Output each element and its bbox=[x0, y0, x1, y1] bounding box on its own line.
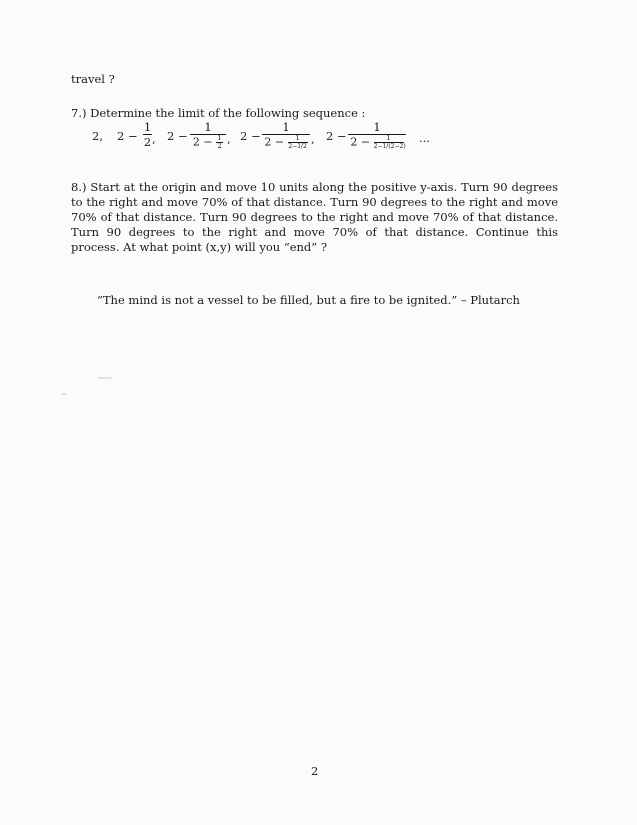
term-5-base: 2 − bbox=[326, 129, 347, 143]
fraction-numerator: 1 bbox=[282, 120, 290, 134]
nested-numerator: 1 bbox=[217, 134, 222, 142]
nested-denominator: 2−1/2 bbox=[288, 143, 307, 150]
nested-numerator: 1 bbox=[297, 143, 302, 150]
term-2-fraction bbox=[143, 120, 152, 149]
fraction-numerator: 1 bbox=[373, 120, 381, 134]
nested-base: 2− bbox=[390, 143, 400, 150]
term-3-fraction bbox=[190, 120, 226, 150]
separator: , bbox=[227, 132, 231, 146]
fraction-denominator: 2 bbox=[143, 135, 152, 149]
scan-artifact bbox=[61, 393, 67, 395]
separator: , bbox=[311, 132, 315, 146]
question-7-prompt: 7.) Determine the limit of the following sequence : bbox=[71, 106, 366, 120]
fraction-denominator bbox=[348, 135, 406, 150]
ellipsis: ... bbox=[419, 131, 430, 145]
nested-numerator: 1 bbox=[382, 143, 387, 150]
nested-base: 2− bbox=[373, 143, 383, 150]
nested-denominator: 2 bbox=[217, 142, 222, 150]
nested-fraction bbox=[374, 135, 404, 150]
nested-denominator: 2 bbox=[399, 143, 404, 150]
nested-base: 2 − bbox=[264, 135, 285, 149]
term-3-base: 2 − bbox=[167, 129, 188, 143]
term-1: 2, bbox=[92, 129, 103, 143]
question-8-text: 8.) Start at the origin and move 10 units along the positive y-axis. Turn 90 degrees to the right and move 70% of that distance. Turn 90 degrees to the right and move 70% of that distance. Turn 90 degrees to the right and move 70% of that distance. Turn 90 degrees to the right and move 70% of that distance. Continue this process. At what point (x,y) will you “end” ? bbox=[71, 180, 558, 254]
term-4-fraction bbox=[262, 120, 310, 150]
separator: , bbox=[152, 132, 156, 146]
nested-numerator: 1 bbox=[288, 135, 308, 143]
sequence-expression bbox=[92, 118, 432, 162]
fraction-numerator: 1 bbox=[204, 120, 212, 134]
quote: “The mind is not a vessel to be filled, but a fire to be ignited.” – Plutarch bbox=[97, 293, 520, 307]
fraction-denominator bbox=[262, 135, 310, 150]
page-number: 2 bbox=[311, 764, 319, 778]
nested-numerator: 1 bbox=[374, 135, 404, 143]
continued-text: travel ? bbox=[71, 72, 115, 86]
term-5-fraction bbox=[348, 120, 406, 150]
term-2-base: 2 − bbox=[117, 129, 138, 143]
fraction-denominator bbox=[190, 135, 226, 150]
nested-base: 2 − bbox=[192, 135, 217, 149]
nested-denominator: 2−1/(2−2) bbox=[373, 143, 406, 150]
nested-fraction bbox=[216, 135, 223, 150]
fraction-numerator: 1 bbox=[143, 120, 152, 134]
nested-base: 2 − bbox=[350, 135, 371, 149]
nested-base: 2− bbox=[288, 143, 298, 150]
nested-fraction bbox=[288, 135, 308, 150]
term-4-base: 2 − bbox=[240, 129, 261, 143]
nested-denominator: 2 bbox=[303, 143, 307, 150]
scan-artifact bbox=[98, 377, 112, 379]
